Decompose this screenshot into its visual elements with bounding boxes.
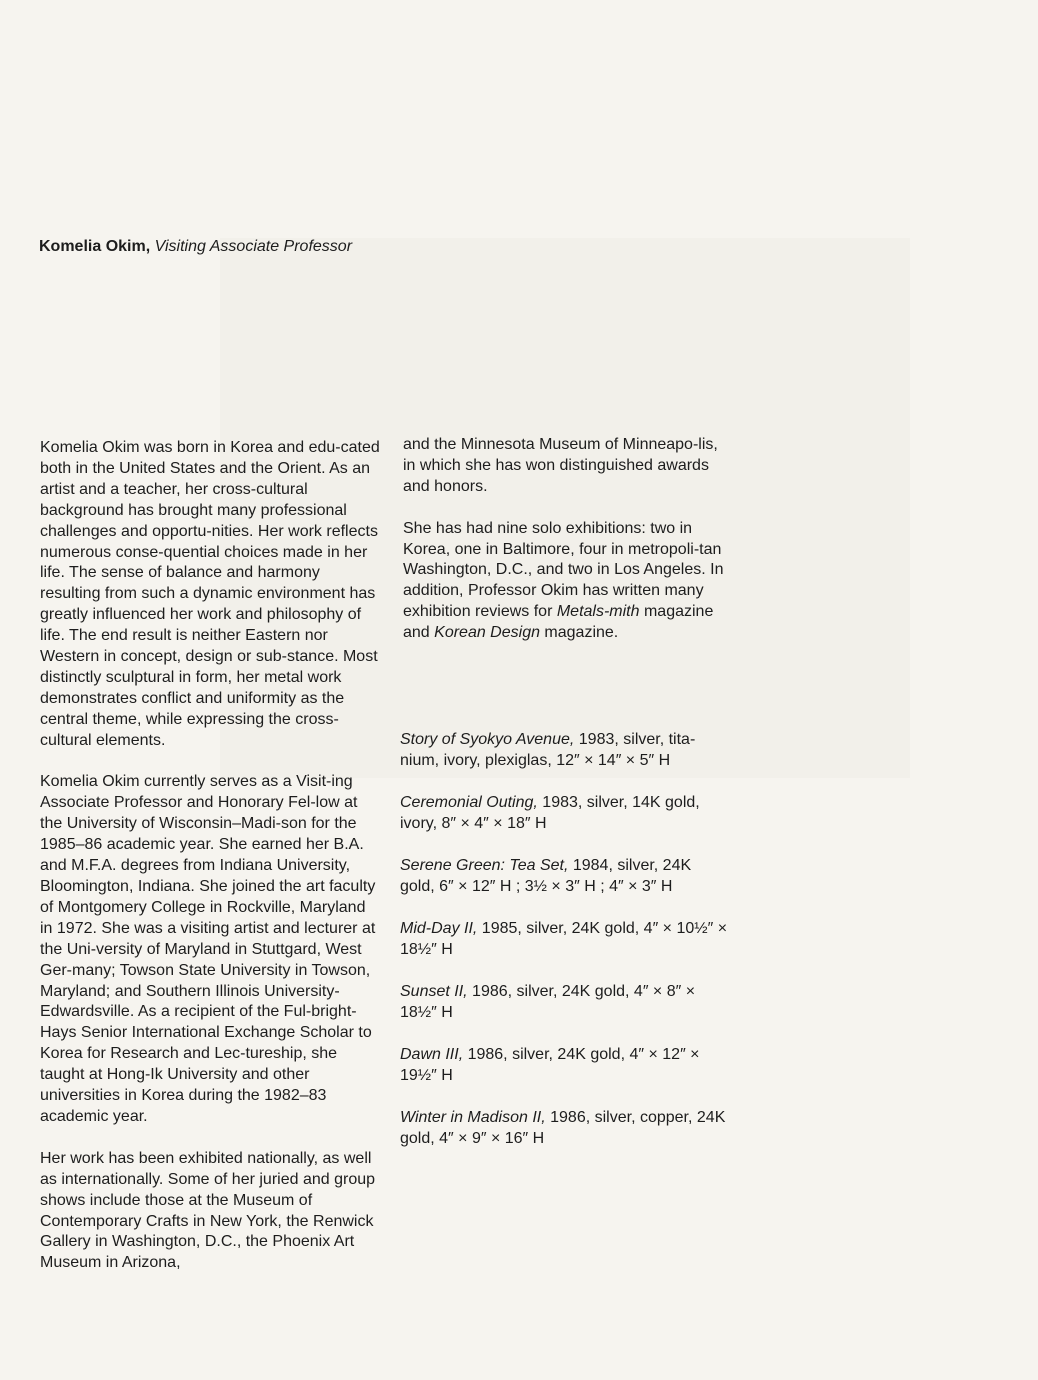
work-title: Winter in Madison II, [400, 1109, 546, 1126]
work-details: 1986, silver, 24K gold, 4″ × 8″ × 18½″ H [400, 983, 696, 1021]
work-title: Story of Syokyo Avenue, [400, 731, 575, 748]
bio-paragraph-2: Komelia Okim currently serves as a Visit-ing Associate Professor and Honorary Fel-low at the University of Wisconsin–Madi-son for the 1985–86 academic year. She earned her B.A. and M.F.A. degrees from Indiana University, Bloomington, Indiana. She joined the art faculty of Montgomery College in Rockville, Maryland in 1972. She was a visiting artist and lecturer at the Uni-versity of Maryland in Stuttgard, West Ger-many; Towson State University in Towson, Maryland; and Southern Illinois University-Edwardsville. As a recipient of the Ful-bright-Hays Senior International Exchange Scholar to Korea for Research and Lec-tureship, she taught at Hong-Ik University and other universities in Korea during the 1982–83 academic year. [40, 773, 376, 1125]
bio-paragraph-4: and the Minnesota Museum of Minneapo-lis, in which she has won distinguished awards and honors. [403, 436, 718, 495]
page-heading [39, 236, 359, 258]
work-title: Serene Green: Tea Set, [400, 857, 569, 874]
bio-paragraph-5-text-c: magazine. [539, 624, 619, 642]
work-title: Sunset II, [400, 983, 468, 1000]
work-details: 1983, silver, 14K gold, ivory, 8″ × 4″ × 18″ H [400, 794, 700, 832]
work-item [400, 1107, 730, 1149]
work-details: 1985, silver, 24K gold, 4″ × 10½″ × 18½″ H [400, 920, 728, 958]
work-title: Mid-Day II, [400, 920, 478, 937]
biography-left-column [40, 438, 380, 1295]
works-list [400, 729, 730, 1170]
work-item [400, 855, 730, 897]
bio-paragraph-5 [403, 519, 733, 644]
bio-paragraph-5-text-b: magazine and [403, 603, 714, 642]
work-item [400, 918, 730, 960]
work-title: Ceremonial Outing, [400, 794, 538, 811]
metalsmith-title: Metals-mith [556, 603, 640, 621]
work-details: 1986, silver, copper, 24K gold, 4″ × 9″ × 16″ H [400, 1109, 726, 1147]
work-item [400, 729, 730, 771]
biography-right-column [403, 435, 733, 665]
bio-paragraph-5-text-a: She has had nine solo exhibitions: two in Korea, one in Baltimore, four in metropoli-tan Washington, D.C., and two in Los Angeles. In addition, Professor Okim has written many exhibition reviews for [403, 519, 724, 621]
artist-title: Visiting Associate Professor [150, 238, 353, 255]
bio-paragraph-3: Her work has been exhibited nationally, as well as internationally. Some of her juried and group shows include those at the Museum of Contemporary Crafts in New York, the Renwick Gallery in Washington, D.C., the Phoenix Art Museum in Arizona, [40, 1149, 376, 1272]
artist-name: Komelia Okim, [39, 238, 151, 255]
work-title: Dawn III, [400, 1046, 464, 1063]
work-details: 1984, silver, 24K gold, 6″ × 12″ H ; 3½ × 3″ H ; 4″ × 3″ H [400, 857, 692, 895]
work-details: 1983, silver, tita-nium, ivory, plexiglas, 12″ × 14″ × 5″ H [400, 731, 696, 769]
work-item [400, 981, 730, 1023]
work-details: 1986, silver, 24K gold, 4″ × 12″ × 19½″ H [400, 1046, 700, 1084]
korean-design-title: Korean Design [434, 624, 540, 642]
work-item [400, 1044, 730, 1086]
work-item [400, 792, 730, 834]
bio-paragraph-1: Komelia Okim was born in Korea and edu-cated both in the United States and the Orient. As an artist and a teacher, her cross-cultural background has brought many professional challenges and opportu-nities. Her work reflects numerous conse-quential choices made in her life. The sense of balance and harmony resulting from such a dynamic environment has greatly influenced her work and philosophy of life. The end result is neither Eastern nor Western in concept, design or sub-stance. Most distinctly sculptural in form, her metal work demonstrates conflict and uniformity as the central theme, while expressing the cross-cultural elements. [40, 439, 380, 749]
